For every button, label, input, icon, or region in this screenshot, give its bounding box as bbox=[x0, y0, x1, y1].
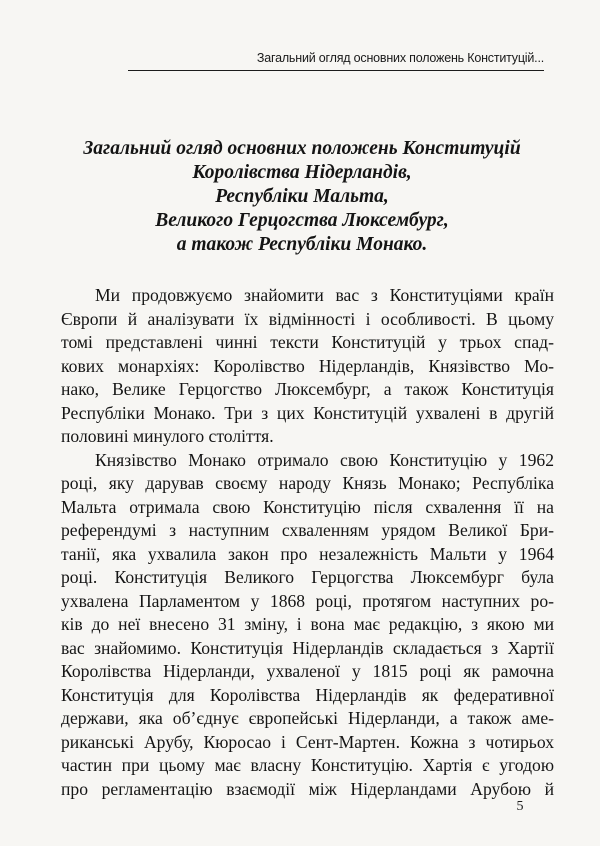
text-line: Ми продовжуємо знайомити вас з Конституціями країн bbox=[95, 285, 554, 305]
running-header: Загальний огляд основних положень Конституцій... bbox=[256, 51, 544, 65]
text-line: Конституція для Королівства Нідерландів як федеративної bbox=[61, 684, 554, 705]
text-line: томі представлені чинні тексти Конституцій у трьох спад- bbox=[61, 332, 554, 352]
chapter-title-line: Загальний огляд основних положень Конституцій bbox=[83, 138, 521, 159]
paragraph-1 bbox=[61, 284, 554, 449]
header-rule bbox=[128, 70, 544, 71]
text-line: ків до неї внесено 31 зміну, і вона має редакцію, з якою ми bbox=[61, 614, 554, 634]
text-line: риканські Арубу, Кюросао і Сент-Мартен. Кожна з чотирьох bbox=[61, 731, 554, 752]
text-line: Європи й аналізувати їх відмінності і особливості. В цьому bbox=[61, 308, 554, 329]
chapter-title-line: а також Республіки Монако. bbox=[176, 234, 428, 255]
body-text bbox=[61, 284, 554, 801]
text-line: Мальта отримала свою Конституцію після схвалення її на bbox=[61, 496, 554, 517]
text-line: ухвалена Парламентом у 1868 році, протягом наступних ро- bbox=[61, 590, 554, 611]
text-line: половині минулого століття. bbox=[61, 426, 274, 446]
text-line: танії, яка ухвалила закон про незалежність Мальти у 1964 bbox=[61, 543, 554, 564]
text-line: держави, яка об’єднує європейські Нідерланди, а також аме- bbox=[61, 708, 554, 728]
chapter-title bbox=[40, 137, 564, 257]
text-line: частин при цьому має власну Конституцію. Хартія є угодою bbox=[61, 755, 554, 775]
chapter-title-line: Республіки Мальта, bbox=[215, 186, 389, 207]
text-line: році, яку дарував своєму народу Князь Монако; Республіка bbox=[61, 473, 554, 493]
text-line: вас знайомимо. Конституція Нідерландів складається з Хартії bbox=[61, 637, 554, 658]
text-line: Республіки Монако. Три з цих Конституцій ухвалені в другій bbox=[61, 402, 554, 423]
text-line: році. Конституція Великого Герцогства Люксембург була bbox=[61, 567, 554, 587]
text-line: Князівство Монако отримало свою Конституцію у 1962 bbox=[95, 449, 554, 470]
text-line: кових монархіях: Королівство Нідерландів, Князівство Мо- bbox=[61, 355, 554, 376]
chapter-title-line: Королівства Нідерландів, bbox=[192, 162, 412, 183]
chapter-title-line: Великого Герцогства Люксембург, bbox=[155, 210, 449, 231]
text-line: нако, Велике Герцогство Люксембург, а також Конституція bbox=[61, 379, 554, 399]
paragraph-2 bbox=[61, 449, 554, 802]
text-line: Королівства Нідерланди, ухваленої у 1815 році як рамочна bbox=[61, 661, 554, 681]
text-line: референдумі з наступним схваленням урядом Великої Бри- bbox=[61, 520, 554, 540]
page-number: 5 bbox=[516, 799, 524, 814]
text-line: про регламентацію взаємодії між Нідерландами Арубою й bbox=[61, 778, 554, 799]
